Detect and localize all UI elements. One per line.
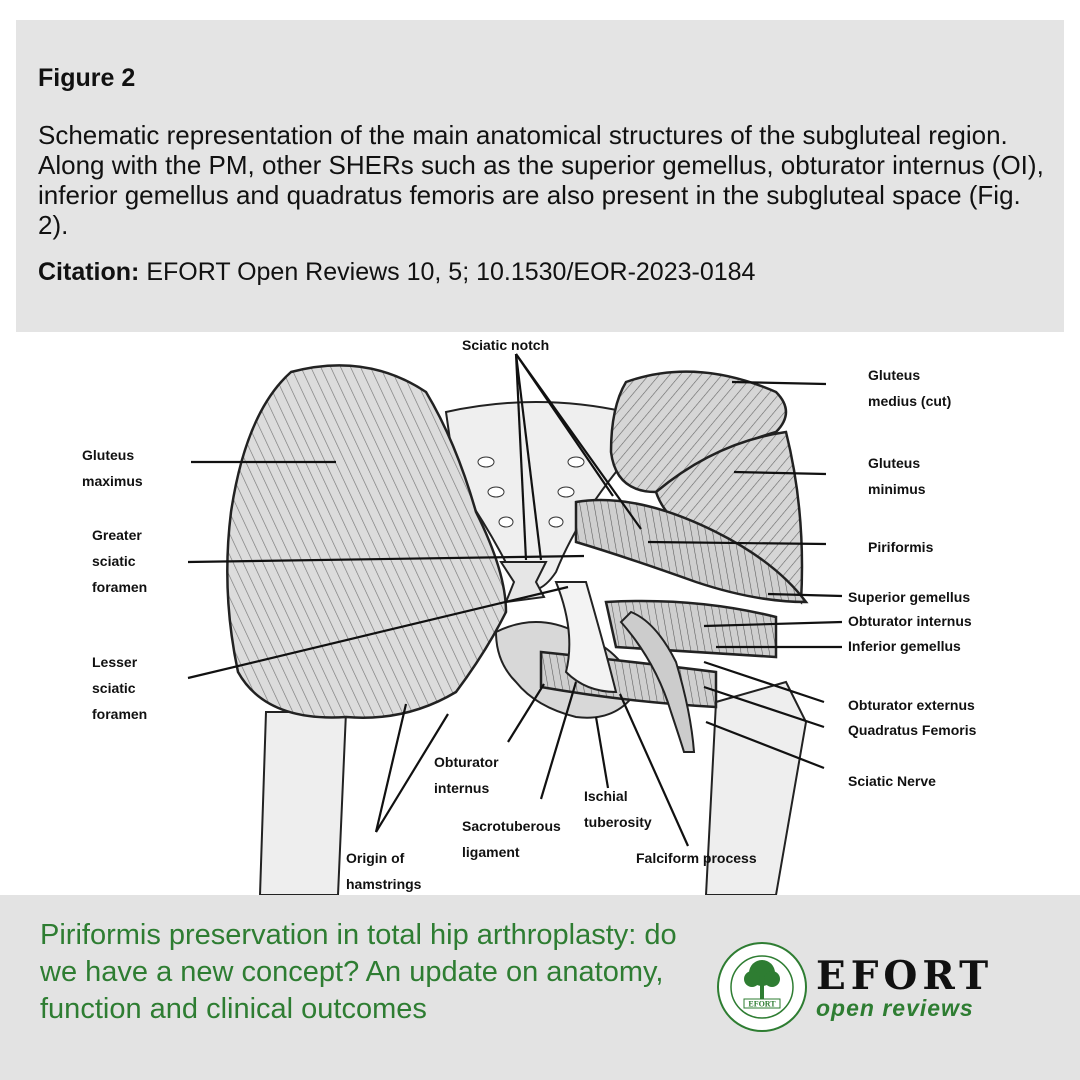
citation-label: Citation:	[38, 258, 140, 286]
label-gluteus-minimus: Gluteus minimus	[868, 455, 926, 497]
label-quadratus-femoris: Quadratus Femoris	[848, 722, 977, 738]
left-femur	[260, 712, 346, 895]
label-ischial-tuberosity: Ischial tuberosity	[584, 788, 652, 830]
seal-text: EFORT	[748, 999, 776, 1009]
sacral-foramen	[478, 457, 494, 467]
citation	[38, 258, 755, 287]
label-gluteus-medius: Gluteus medius (cut)	[868, 367, 952, 409]
label-inferior-gemellus: Inferior gemellus	[848, 638, 961, 654]
label-greater-sciatic-foramen: Greater sciatic foramen	[92, 527, 148, 595]
brand-subtitle: open reviews	[816, 995, 974, 1021]
label-sacrotuberous-ligament: Sacrotuberous ligament	[462, 818, 561, 860]
article-title: Piriformis preservation in total hip arthroplasty: do we have a new concept? An update on anatomy, function and clinical outcomes	[40, 919, 677, 1025]
brand-name: EFORT	[816, 953, 994, 999]
label-obturator-externus: Obturator externus	[848, 697, 975, 713]
sacral-foramen	[568, 457, 584, 467]
label-obturator-internus-right: Obturator internus	[848, 613, 972, 629]
caption-panel	[16, 20, 1064, 332]
label-superior-gemellus: Superior gemellus	[848, 589, 971, 605]
label-origin-hamstrings: Origin of hamstrings	[346, 850, 422, 892]
figure-caption: Schematic representation of the main anatomical structures of the subgluteal region. Along with the PM, other SHERs such as the superior gemellus, obturator internus (OI), inferior gemellus and quadratus femoris are also present in the subgluteal space (Fig. 2).	[38, 120, 1044, 240]
figure-label: Figure 2	[38, 64, 136, 92]
label-obturator-internus-bottom: Obturator internus	[434, 754, 499, 796]
sacral-foramen	[549, 517, 563, 527]
label-gluteus-maximus: Gluteus maximus	[82, 447, 143, 489]
label-sciatic-notch: Sciatic notch	[462, 337, 550, 353]
label-lesser-sciatic-foramen: Lesser sciatic foramen	[92, 654, 148, 722]
sacral-foramen	[499, 517, 513, 527]
label-sciatic-nerve: Sciatic Nerve	[848, 773, 936, 789]
label-falciform-process: Falciform process	[636, 850, 757, 866]
label-piriformis: Piriformis	[868, 539, 934, 555]
citation-text: EFORT Open Reviews 10, 5; 10.1530/EOR-2023-0184	[139, 258, 756, 286]
efort-seal-logo	[716, 941, 808, 1033]
article-footer	[0, 895, 1080, 1080]
sacral-foramen	[558, 487, 574, 497]
sacral-foramen	[488, 487, 504, 497]
anatomy-figure	[16, 332, 1064, 895]
